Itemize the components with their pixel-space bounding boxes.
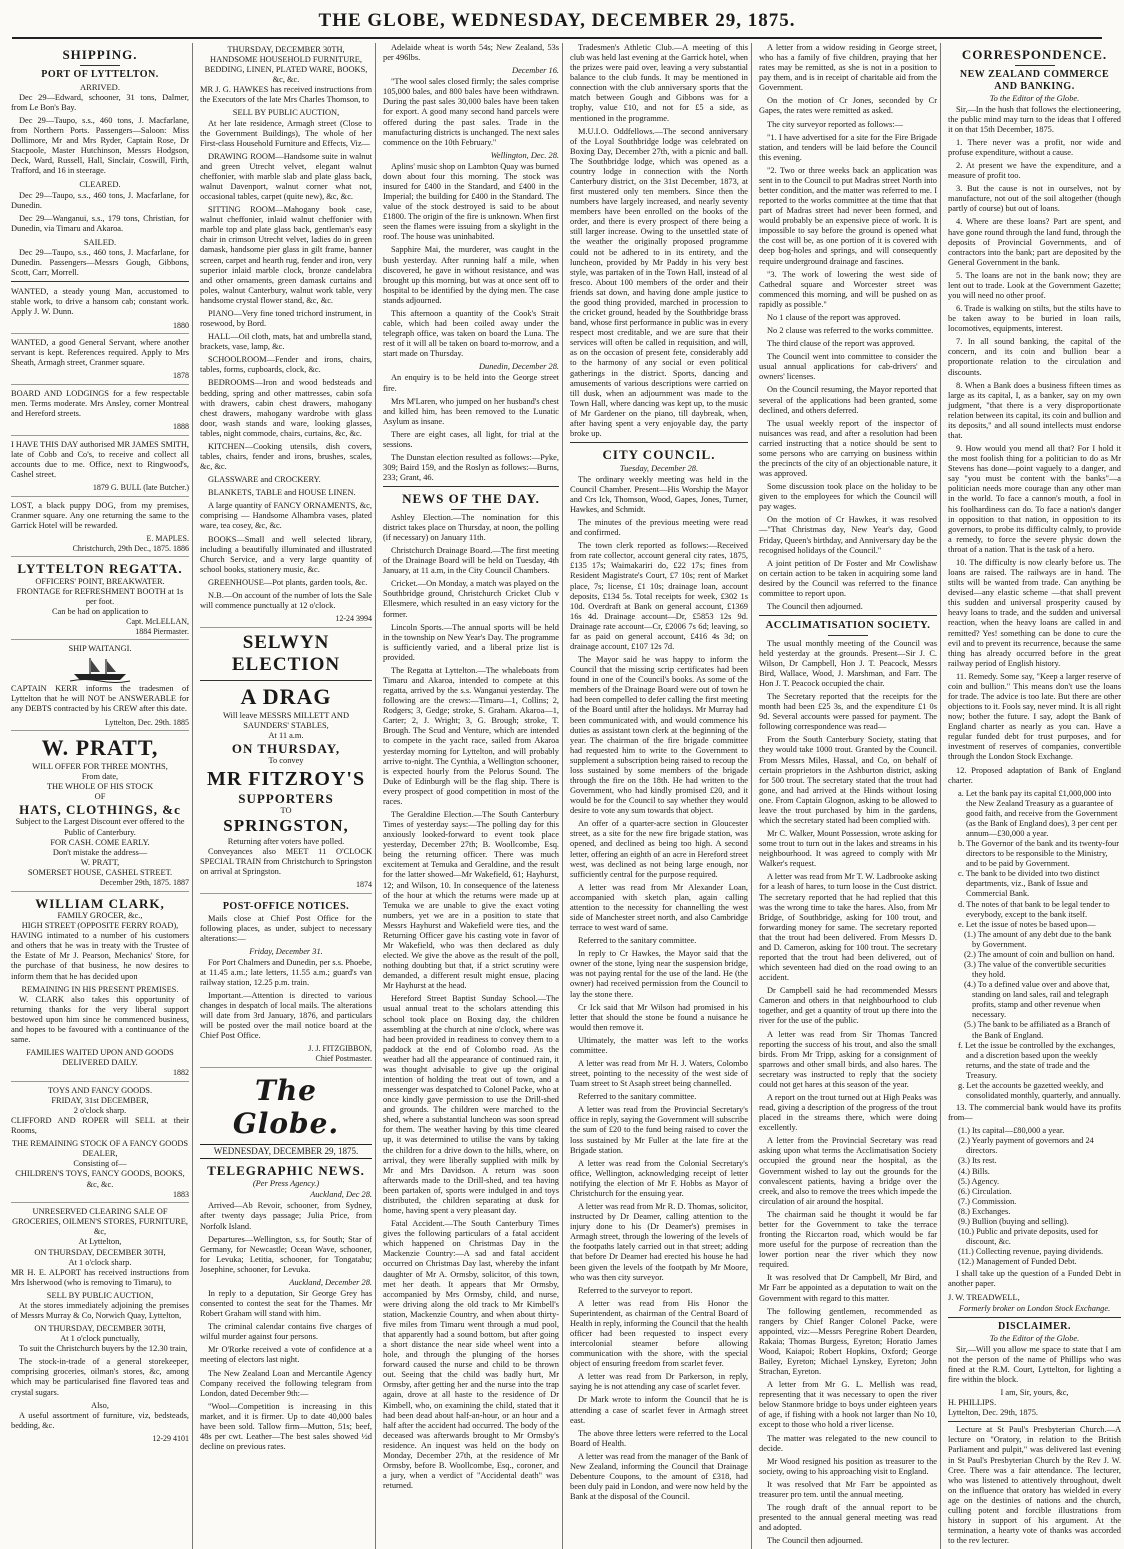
- correspondence-heading: CORRESPONDENCE.: [961, 47, 1108, 62]
- ad-regatta: LYTTELTON REGATTA. OFFICERS' POINT, BREAKWATER. FRONTAGE for REFRESHMENT BOOTH at 1s per foot. Can be had on application to Capt. McLELLAN, 1884 Piermaster.: [11, 559, 189, 640]
- profits-list: (1.) Its capital—£80,000 a year. (2.) Yearly payment of governors and 24 directors. (3.) Its rest. (4.) Bills. (5.) Agency. (6.) Circulation. (7.) Commission. (8.) Exchanges. (9.) Bullion (buying and selling). (10.) Public and private deposits, used for discount, &c. (11.) Collecting revenue, paying dividends. (12.) Management of Funded Debt.: [958, 1126, 1104, 1267]
- column-3: Adelaide wheat is worth 54s; New Zealand, 53s per 496lbs. December 16. "The wool sales closed firmly; the sales comprise 105,000 bales, and 800 bales have been withdrawn. During the past sales 30,000 bales have been taken for export. A good many second hand parcels were offered during the past sales. Trade in the manufacturing districts is unchanged. The next sales commence on the 10th February." Wellington, Dec. 28. Aplins' music shop on Lambton Quay was burned down about four this morning. The stock was insured for £400 in the Standard, and £400 in the Imperial; the building for £400 in the Standard. The value of the stock destroyed is said to be about £1800. The origin of the fire is unknown. When first seen the flames were issuing from a skylight in the roof. The house was uninhabited. Sapphire Mai, the murderer, was caught in the bush yesterday. After running half a mile, when discovered, he gave in without resistance, and was brought up this morning, but was at once sent off to hospital to be identified by the dying men. The case stands adjourned. This afternoon a quantity of the Cook's Strait cable, which had been coiled away under the telegraph office, was taken on board the Luna. The rest of it will all be taken on board to-morrow, and a start made on Thursday. Dunedin, December 28. An enquiry is to be held into the George street fire. Mrs M'Laren, who jumped on her husband's chest and killed him, has been removed to the Lunatic Asylum as insane. There are eight cases, all light, for trial at the sessions. The Dunstan election resulted as follows:—Pyke, 309; Baird 159, and the Roslyn as follows:—Burns, 233; Grant, 46. NEWS OF THE DAY. Ashley Election.—The nomination for this district takes place on Thursday, at noon, the polling (if necessary) on January 11th. Christchurch Drainage Board.—The first meeting of the Drainage Board will be held on Tuesday, 4th January, at 11 a.m, in the City Council Chambers. Cricket.—On Monday, a match was played on the Southbridge ground, Christchurch Cricket Club v Ellesmere, which resulted in an easy victory for the former. Lincoln Sports.—The annual sports will be held in the township on New Year's Day. The programme is sufficiently varied, and a liberal prize list is provided. The Regatta at Lyttelton.—The whaleboats from Timaru and Akaroa, intended to compete at this regatta, arrived by the s.s. Wanganui yesterday. The following are the crews:—Timaru—1, Collins; 2, Rodgers; 3, Gedge; stroke, S. Graham. Akaroa—1, Carter; 2, J. Wright; 3, G. Brough; stroke, T. Brough. The Scud and Venture, which are intended to compete in the yacht race, sailed from Akaroa yesterday morning for Lyttelton, and will probably arrive to-night. The Cynthia, a Wellington schooner, is expected hourly from the Pelorus Sound. The Duke of Edinburgh will be the flag ship. There is every prospect of good competition in most of the races. The Geraldine Election.—The South Canterbury Times of yesterday says:—The polling day for this anxiously looked-forward to event took place yesterday, December 27th; B. Woollcombe, Esq. being the returning officer. There was much excitement at Temuka and Geraldine, and the result for the latter showed—Mr Wakefield, 61; Hayhurst, 12; and Wilson, 10. In consequence of the lateness of the hour at which the returns were made up at Temuka we are unable to give the exact voting numbers, yet we are in a position to state that Messrs Hayhurst and Wakefield were ties, and the Returning Officer gave his casting vote in favor of Mr Wakefield, who was then declared as duly elected. We give the above as the result of the poll, nothing doubting but that, if a strict scrutiny were demanded, a different result might ensue, placing Mr Hayhurst at the head. Hereford Street Baptist Sunday School.—The usual annual treat to the scholars attending this school took place on Boxing day, the children assembling at the church at nine o'clock, where was had been provided in readiness to convey them to a paddock at the end of Colombo road. As the weather had all the appearance of continued rain, it was thought advisable to give up the original intention of holding the treat out of town, and a messenger was despatched to Colonel Packe, who at once kindly gave permission to use the Drill-shed and grounds. The children were marched to the shed, where a substantial luncheon was soon spread for them. The weather having by this time cleared up, it was determined to utilise the vans by taking the children for a drive down to the hills, where, on arrival, they were liberally supplied with milk by Mr and Mrs Davidson. A return was soon afterwards made to the Drill-shed, and tea having been partaken of, sports were indulged in and toys distributed, the children separating at dusk for home, having spent a very pleasant day. Fatal Accident.—The South Canterbury Times gives the following particulars of a fatal accident which happened on Christmas Day in the Mackenzie Country:—A sad and fatal accident occurred on Christmas Day last, whereby the infant daughter of Mr A. Ormsby, solicitor, of this town, met her death. It appears that Mr Ormsby, accompanied by Mrs Ormsby, child, and nurse, were driving along the old track to Mr Kimbell's station, Mackenzie Country, and when about thirty-five miles from Timaru went through a mud pool, that apparently had a sound bottom, but after going a short distance the near side wheel went into a hole, and through the plunging of the horses forward caused the nurse and child to be thrown out. Seeing that the child was badly hurt, Mr Ormsby, after getting her and the nurse into the trap again, drove at all haste to the residence of Dr Kimbell, who, on examining the child, stated that it had been dead about half-an-hour, or an hour and a half after the accident had occurred. The body of the deceased was afterwards brought to Mr Ormsby's residence. An inquest was held on the body on Monday, December 27th, at the residence of Mr Ormsby, before B. Woollcombe, Esq., coroner, and a jury, when a verdict of "Accidental death" was returned.: [380, 43, 563, 1549]
- port-heading: PORT OF LYTTELTON.: [41, 68, 159, 80]
- ad-toys: TOYS AND FANCY GOODS. FRIDAY, 31st DECEMBER, 2 o'clock sharp. CLIFFORD AND ROPER will SELL at their Rooms, THE REMAINING STOCK OF A FANCY GOODS DEALER, Consisting of— CHILDREN'S TOYS, FANCY GOODS, BOOKS, &c, &c. 1883: [11, 1084, 189, 1203]
- ship-icon: [70, 656, 130, 682]
- column-4: Tradesmen's Athletic Club.—A meeting of this club was held last evening at the Garrick hotel, when the prizes were paid over, leaving a very substantial balance to the club funds. It may be mentioned in connection with the club anniversary sports that the match between Gough and Gibbons was for a trophy, value £10, and not for £5 a side, as mentioned in the programme. M.U.I.O. Oddfellows.—The second anniversary of the Loyal Southbridge lodge was celebrated on Boxing Day, December 27th, with a picnic and ball. The Southbridge lodge, which was opened as a country lodge in connection with the North Canterbury district, on the 31st December, 1873, at first mustered only ten members. Since then the numbers have largely increased, and nearly seventy members have been enrolled on the books of the order, and there is every prospect of there being a still larger increase. Owing to the unsettled state of the weather the originally proposed programme could not be adhered to in its entirety, and the luncheon, provided by Mr Paddy in his very best style, was partaken of in the Town Hall, instead of al fresco. About 100 members of the order and their friends sat down, and having done ample justice to the good thing provided, marched in procession to the cricket ground, headed by the Southbridge brass band, whose first performance in public was in every respect most creditable, and we are sure that their services will often be called in requisition, and will, as on the occasion of present fete, considerably add to the harmony of any social or even political gatherings in the district. Sports, dancing and amusements of various descriptions were carried on till dusk, when an adjournment was made to the Town Hall, where dancing was kept up, to the music of Mr Gardener on the piano, till daybreak, when, after having spent a very enjoyable day, the party broke up. CITY COUNCIL. Tuesday, December 28. The ordinary weekly meeting was held in the Council Chamber. Present—His Worship the Mayor and Crs Ick, Thomson, Wood, Gapes, Jones, Turner, Hawkes, and Schmidt. The minutes of the previous meeting were read and confirmed. The town clerk reported as follows:—Received from rate collector, account general city rates, 1875, £135 17s; Waimakariri do, £22 17s; fines from Resident Magistrate's Court, £7 10s; rent of Market place, 7s; license, £1 10s; drainage loan, account deposits, £134 5s. Total receipts for week, £302 1s 10d. Overdraft at Bank on general account, £1369 16s 4d. Drainage account—Dr, £5853 12s 9d. Drainage rate account—Cr, £2006 7s 6d; leaving, so far as paid on general account, £416 4s 3d; on drainage account, £107 12s 7d. The Mayor said he was happy to inform the Council that the missing scrip certificates had been found in one of the Council's books. As some of the members of the Drainage Board were out of town he had been compelled to defer calling the first meeting of the Board until after the holidays. Mr Murray had been communicated with, and would commence his duties as assistant town clerk at the beginning of the year. The chairman of the fire brigade committee had requested him to write to the Government to supplement a subscription being raised to recoup the loss sustained by some members of the brigade through the fire on the 18th. He had written to the Government, who had kindly promised £20, and it would be for the Council to say whether they would desire to vote any sum towards that object. An offer of a quarter-acre section in Gloucester street, as a site for the new fire brigade station, was opened, and declined as being too high. A second letter, offering an eighth of an acre in Hereford street west, was declined as not being large enough, nor sufficiently central for the purpose required. A letter was read from Mr Alexander Loan, accompanied with sketch plan, again calling attention to the necessity for channelling the west side of Manchester street north, and also Cambridge terrace to west ward of same. Referred to the sanitary committee. In reply to Cr Hawkes, the Mayor said that the owner of the stone, lying near the suspension bridge, was not paying rental for the use of the land. He (the owner) had received permission from the Council to lay the stone there. Cr Ick said that Mr Wilson had promised in his letter that should the stone be found a nuisance he would then remove it. Ultimately, the matter was left to the works committee. A letter was read from Mr H. J. Waters, Colombo street, pointing to the necessity of the west side of Tuam street to St Asaph street being channelled. Referred to the sanitary committee. A letter was read from the Provincial Secretary's office in reply, saying the Government will subscribe the sum of £20 to the fund being raised to cover the loss sustained by Mr Fuller at the late fire at the Brigade station. A letter was read from the Colonial Secretary's office, Wellington, acknowledging receipt of letter notifying the election of Mr F. Hobbs as Mayor of Christchurch for the ensuing year. A letter was read from Mr R. D. Thomas, solicitor, instructed by Dr Deamer, calling attention to the injury done to his (Dr Deamer's) premises in Armagh street, through the lowering of the levels of the footpaths lately carried out in that street; adding that before Dr Deamer had erected his house he had been given the levels of the footpath by Mr Moore, who was then city surveyor. Referred to the surveyor to report. A letter was read from His Honor the Superintendent, as chairman of the Central Board of Health in reply, informing the Council that the health officer had been requested to inspect every intercolonial steamer before allowing communication with the shore, with the special object of ensuring freedom from scarlet fever. A letter was read from Dr Parkerson, in reply, saying he is not attending any case of scarlet fever. Dr Mark wrote to inform the Council that he is attending a case of scarlet fever in Armagh street east. The above three letters were referred to the Local Board of Health. A letter was read from the manager of the Bank of New Zealand, informing the Council that Drainage Debenture Coupons, to the amount of £318, had been duly paid in London, and were now held by the Bank at the disposal of the Council.: [567, 43, 752, 1549]
- column-5: A letter from a widow residing in George street, who has a family of five children, praying that her rates may be remitted, as she is not in a position to pay them, and is in receipt of charitable aid from the Government. On the motion of Cr Jones, seconded by Cr Gapes, the rates were remitted as asked. The city surveyor reported as follows:— "1. I have advertised for a site for the Fire Brigade station, and tenders will be laid before the Council this evening. "2. Two or three weeks back an application was sent in to the Council to put Madras street North into better condition, and the matter was referred to me. I reported to the works committee at the time that that part of Madras street had never been formed, and would probably be an expensive piece of work. It is impossible to say before the ground is opened what the cost will be, as one portion of it is covered with deep bog-holes and springs, and will consequently require underground drainage and fascines. "3. The work of lowering the west side of Cathedral square and Worcester street was commenced this morning, and will be pushed on as rapidly as possible." No 1 clause of the report was approved. No 2 clause was referred to the works committee. The third clause of the report was approved. The Council went into committee to consider the usual annual applications for cab-drivers' and owners' licenses. On the Council resuming, the Mayor reported that several of the applications had been granted, some declined, and others deferred. The usual weekly report of the inspector of nuisances was read, and after a resolution had been carried instructing that a notice should be sent to some persons who are carrying on business within the precincts of the city of an objectionable nature, it was approved. Some discussion took place on the holiday to be given to the employees for which the Council will pay wages. On the motion of Cr Hawkes, it was resolved—"That Christmas day, New Year's day, Good Friday, Queen's birthday, and Anniversary day be the recognised holidays of the Council." A joint petition of Dr Foster and Mr Cowlishaw on certain action to be taken in acquiring some land desired by the Council was referred to the finance committee to report upon. The Council then adjourned. ACCLIMATISATION SOCIETY. The usual monthly meeting of the Council was held yesterday at the grounds. Present—Sir J. C. Wilson, Dr Campbell, Hon J. T. Peacock, Messrs Bird, Wallace, Wood, J. Marshman, and Farr. The Hon J. T. Peacock occupied the chair. The Secretary reported that the receipts for the month had been £25 3s, and the expenditure £1 0s 9d. Several accounts were passed for payment. The following correspondence was read— From the South Canterbury Society, stating that they would take 1000 trout. Granted by the Council. From Messrs Miles, Hassal, and Co, on behalf of certain proprietors in the Ashburton district, asking for 500 trout. The secretary stated that the trout had gone, and had arrived at the Hinds without losing one. From Captain Glognon, asking to be allowed to leave the trout purchased by him in the gardens, which the secretary stated had been complied with. Mr C. Walker, Mount Possession, wrote asking for some trout to turn out in the lakes and streams in his neighbourhood. It was agreed to comply with Mr Walker's request. A letter was read from Mr T. W. Ladbrooke asking for a leash of hares, to turn loose in the Cust district. The secretary reported that he had replied that this was the wrong time to take the hares. Also, from Mr Bridge, of Southbridge, asking for 100 trout, and forwarding money for same. The secretary reported that the trout had been delivered. From Messrs D. and D. Cameron, asking for 100 trout. The secretary reported that the trout had been delivered, out of which seventeen had died on the road owing to an accident. Dr Campbell said he had recommended Messrs Cameron and others in that neighbourhood to club together, and get a quantity of trout up there into the river for the use of the public. A letter was read from Sir Thomas Tancred reporting the success of his trout, and also the small birds. From Mr Tripp, asking for a consignment of sparrows and other small birds, and also hares. The secretary was instructed to reply that the society could not get hares at this season of the year. A report on the trout turned out at High Peaks was read, giving a description of the progress of the trout placed in the streams there, which were doing excellently. A letter from the Provincial Secretary was read asking upon what terms the Acclimatisation Society occupied the ground near the hospital, as the Government wished to lay out the grounds for the convalescent patients, having a bridge over the creek, and also to remove the trees which impede the circulation of air around the hospital. The chairman said he thought it would be far better for the Government to take the terrace fronting the Riccarton road, which would be far more useful for the purpose of recreation than the lower portion near the river which they now required. It was resolved that Dr Campbell, Mr Bird, and Mr Farr be appointed as a deputation to wait on the Government with regard to this matter. The following gentlemen, recommended as rangers by Chief Ranger Colonel Packe, were appointed, viz:—Messrs Peregrine Robert Dearden, Rakaia; Thomas Burgess, Eyreton; Horatio James Wood, Kaiapoi; Robert Hopkins, Oxford; George Bailey, Eyreton; Michael Lynskey, Eyreton; John Strachan, Eyreton. A letter from Mr G. L. Mellish was read, representing that it was necessary to open the river below Stanmore bridge to boys under eighteen years of age, if fishing with a hook not larger than No 10, except to those who hold a river license. The matter was relegated to the new council to decide. Mr Wood resigned his position as treasurer to the society, owing to his approaching visit to England. It was resolved that Mr Farr be appointed as treasurer pro tem. until the annual meeting. The rough draft of the annual report to be presented to the annual general meeting was read and adopted. The Council then adjourned.: [756, 43, 941, 1549]
- ad-wanted-man: WANTED, a steady young Man, accustomed to stable work, to drive a hansom cab; constant work. Apply J. W. Dunn. 1880: [11, 285, 189, 334]
- arrival-entry: Dec 29—Taupo, s.s., 460 tons, J. Macfarlane, from Northern Ports. Passengers—Saloon: Miss Dollimore, Mr and Mrs Ryder, Captain Rose, Dr Stacpoole, Master Hutchinson, Messrs Hodgson, Deck, Ward, Russell, Hall, Sinclair, Coswill, Firth, Trafford, and 16 in steerage.: [11, 115, 189, 176]
- acclimatisation-heading: ACCLIMATISATION SOCIETY.: [765, 620, 931, 632]
- ad-ship-waitangi: SHIP WAITANGI. CAPTAIN KERR informs the tradesmen of Lyttelton that he will NOT be ANSWERABLE for any DEBTS contracted by his CREW after this date. Lyttelton, Dec. 29th. 1885: [11, 642, 189, 731]
- disclaimer-heading: DISCLAIMER.: [997, 1320, 1071, 1332]
- cleared-entry: Dec 29—Wanganui, s.s., 179 tons, Christian, for Dunedin, via Timaru and Akaroa.: [11, 213, 189, 233]
- ad-selwyn-election: SELWYN ELECTION A DRAG Will leave MESSRS MILLETT AND SAUNDERS' STABLES, At 11 a.m. ON THURSDAY, To convey MR FITZROY'S SUPPORTERS TO SPRINGSTON, Returning after voters have polled. Conveyances also MEET 11 O'CLOCK SPECIAL TRAIN from Christchurch to Springston on arrival at Springston. 1874: [200, 630, 372, 894]
- ad-wanted-servant: WANTED, a good General Servant, where another servant is kept. References required. Apply to Mrs Sheath, Armagh street, Cranmer square. 1878: [11, 336, 189, 385]
- city-council-heading: CITY COUNCIL.: [602, 447, 716, 463]
- post-office-notices: POST-OFFICE NOTICES. Mails close at Chief Post Office for the following places, as under, subject to necessary alterations:— Friday, December 31. For Port Chalmers and Dunedin, per s.s. Phoebe, at 11.45 a.m.; late letters, 11.55 a.m.; guard's van railway station, 12.25 p.m. train. Important.—Attention is directed to various changes in despatch of local mails. The alterations will date from 3rd January, 1876, and particulars will be posted over the mail notice board at the Chief Post Office. J. J. FITZGIBBON, Chief Postmaster.: [200, 896, 372, 1068]
- arrival-entry: Dec 29—Edward, schooner, 31 tons, Dalmer, from Le Bon's Bay.: [11, 92, 189, 112]
- ad-board-lodgings: BOARD AND LODGINGS for a few respectable men. Terms moderate. Mrs Ansley, corner Montreal and Hereford streets. 1888: [11, 387, 189, 436]
- news-of-the-day-heading: NEWS OF THE DAY.: [402, 491, 540, 507]
- column-6: CORRESPONDENCE. NEW ZEALAND COMMERCE AND BANKING. To the Editor of the Globe. Sir,—In the hush that follows the electioneering, the public mind may turn to the ideas that I offered it on that 15th December, 1875. 1. There never was a profit, nor wide and profuse expenditure, without a cause. 2. At present we have the expenditure, and a measure of profit too. 3. But the cause is not in ourselves, not by manufacture, not out of the soil altogether (though partly of course) but out of loans. 4. Where are these loans? Part are spent, and have gone round through the land fund, through the deposits of Provincial Governments, and of contractors into the bank; part are deposited by the General Government in the bank. 5. The loans are not in the bank now; they are lent out to trade. Look at the Government Gazette; you will need no other proof. 6. Trade is walking on stilts, but the stilts have to be taken away to be buried in loan rails, locomotives, equipments, interest. 7. In all sound banking, the capital of the concern, and its coin and bullion bear a proportionate relation to the circulation and discounts. 8. When a Bank does a business fifteen times as large as its capital, I, as a banker, say on my own judgment, "that there is a very disproportionate relation between its capital, its coin and bullion and its deposits," and all sound intellects must endorse that. 9. How would you mend all that? For I hold it the most foolish thing for a politician to do as Mr Stevens has done—point vaguely to a danger, and say "you must be content with the banks"—a politician needs more courage than any other man in the world. To face a cannon's mouth, a fool in his foolhardiness can do. To face a nation's danger in opposition to that nation, in opposition to its governors, to probe its difficulty calmly, to provide a remedy, to force the severe physic down the throat of a nation. That is the task of a hero. 10. The difficulty is now clearly before us. The loans are raised. The railways are in hand. The stilts will be wanted from trade. Can anything be devised—any elastic scheme —that shall prevent this sudden and universal prosperity caused by heavy loans to trade, and the sudden and universal reaction, when the heavy loans are called in and remitted? Yes! something can be done to cure the evil and to prevent its recurrence, because the same thing has already occurred before in the great railway period of English history. 11. Remedy. Some say, "Keep a larger reserve of coin and bullion." This means don't use the loans for trade. The advice is too late. But there are other objections to it. Fools say, never mind. It is all right now; bother the future. I say, adopt the Bank of England charter as nearly as you can. Have a regular funded debt for trust purposes, and for investment of reserves of companies, convertible through the London Stock Exchange. 12. Proposed adaptation of Bank of England charter. a. Let the bank pay its capital £1,000,000 into the New Zealand Treasury as a guarantee of good faith, and receive from the Government (as the Bank of England does), 3 per cent per annum—£30,000 a year. b. The Governor of the bank and its twenty-four directors to be responsible to the Ministry, and to be paid by Government. c. The bank to be divided into two distinct departments, viz., Bank of Issue and Commercial Bank. d. The notes of that bank to be legal tender to everybody, except to the bank itself. e. Let the issue of notes be based upon— (1.) The amount of any debt due to the bank by Government. (2.) The amount of coin and bullion on hand. (3.) The value of the convertible securities they hold. (4.) To a defined value over and above that, standing on land sales, rail and telegraph profits, stamp and other revenue when necessary. (5.) The bank to be affiliated as a Branch of the Bank of England. f. Let the issue be controlled by the exchanges, and a discretion based upon the weekly returns, and the state of trade and the Treasury. g. Let the accounts be gazetted weekly, and consolidated monthly, quarterly, and annually. 13. The commercial bank would have its profits from— (1.) Its capital—£80,000 a year. (2.) Yearly payment of governors and 24 directors. (3.) Its rest. (4.) Bills. (5.) Agency. (6.) Circulation. (7.) Commission. (8.) Exchanges. (9.) Bullion (buying and selling). (10.) Public and private deposits, used for discount, &c. (11.) Collecting revenue, paying dividends. (12.) Management of Funded Debt. I shall take up the question of a Funded Debt in another paper. J. W. TREADWELL, Formerly broker on London Stock Exchange. DISCLAIMER. To the Editor of the Globe. Sir,—Will you allow me space to state that I am not the person of the name of Phillips who was fined at the R.M. Court, Lyttelton, for lighting a fire within the block. I am, Sir, yours, &c, H. PHILLIPS. Lyttelton, Dec. 29th, 1875. Lecture at St Paul's Presbyterian Church.—A lecture on "Oratory, in relation to the British Parliament and pulpit," was delivered last evening in St Paul's Presbyterian Church by the Rev J. W. Cree. There was a fair attendance. The lecturer, who was listened to attentively throughout, dwelt on the influence that oratory has wielded in every age on the destinies of nations and the church, culling potent and forcible illustrations from history in support of his argument. At the termination, a hearty vote of thanks was accorded to the rev lecturer.: [948, 47, 1121, 1546]
- sailed-entry: Dec 29—Taupo, s.s., 460 tons, J. Macfarlane, for Dunedin. Passengers—Messrs Gough, Gibbons, Scott, Carr, Morrell.: [11, 248, 189, 278]
- ad-lost-puppy: LOST, a black puppy DOG, from my premises, Cranmer square. Any one returning the same to the Garrick Hotel will be rewarded. E. MAPLES. Christchurch, 29th Dec., 1875. 1886: [11, 499, 189, 557]
- ad-household-auction: THURSDAY, DECEMBER 30TH, HANDSOME HOUSEHOLD FURNITURE, BEDDING, LINEN, PLATED WARE, BOOKS, &c, &c. MR J. G. HAWKES has received instructions from the Executors of the late Mrs Charles Thomson, to SELL BY PUBLIC AUCTION, At her late residence, Armagh street (Close to the Government Buildings), The whole of her First-class Household Furniture and Effects, Viz— DRAWING ROOM—Handsome suite in walnut and green Utrecht velvet, elegant walnut cheffonier, with marble slab and plate glass back, walnut Davenport, walnut corner what not, occasional tables, carpet (quite new), &c, &c. SITTING ROOM—Mahogany book case, walnut cheffonier, inlaid walnut cheffonier with marble top and plate glass back, gentleman's easy chair in crimson Utrecht velvet, ladies do in green damask, handsome pier glass in gilt frame, banner screen, carpet and hearth rug, fender and iron, very superior inlaid marble clock, bronze candelabra and other ornaments, green damask curtains and poles, walnut Canterbury, walnut work table, very handsome crystal flower stand, &c, &c. PIANO—Very fine toned trichord instrument, in rosewood, by Bord. HALL—Oil cloth, mats, hat and umbrella stand, brackets, vase, lamp, &c. SCHOOLROOM—Fender and irons, chairs, tables, forms, cupboards, clock, &c. BEDROOMS—Iron and wood bedsteads and bedding, spring and other mattresses, cabin sofa with drawers, cabin chest drawers, mahogany chest drawers, mahogany wardrobe with glass door, wash stands and ware, looking glasses, tables, night commode, chairs, curtains, &c, &c. KITCHEN—Cooking utensils, dish covers, tables, chairs, fender and irons, brushes, scales, &c, &c. GLASSWARE and CROCKERY. BLANKETS, TABLE and HOUSE LINEN. A large quantity of FANCY ORNAMENTS, &c, comprising — Handsome Alhambra vases, plated ware, tea cosey, &c, &c. BOOKS—Small and well selected library, including a beautifully illuminated and illustrated Church Service, and a very large quantity of school books, stationery music, &c. GREENHOUSE—Pot plants, garden tools, &c. N.B.—On account of the number of lots the Sale will commence punctually at 12 o'clock. 12-24 3994: [200, 43, 372, 628]
- issue-date: WEDNESDAY, DECEMBER 29, 1875.: [200, 1144, 372, 1159]
- ad-grocery-sale: UNRESERVED CLEARING SALE OF GROCERIES, OILMEN'S STORES, FURNITURE, &c, At Lyttelton, ON THURSDAY, DECEMBER 30TH, At 1 o'clock sharp. MR H. E. ALPORT has received instructions from Mrs Isherwood (who is removing to Timaru), to SELL BY PUBLIC AUCTION, At the stores immediately adjoining the premises of Messrs Murray & Co, Norwich Quay, Lyttelton, ON THURSDAY, DECEMBER 30TH, At 1 o'clock punctually, To suit the Christchurch buyers by the 12.30 train, The stock-in-trade of a general storekeeper, comprising groceries, oilman's stores, &c, among which may be particularised fine flavored teas and crystal sugars. Also, A useful assortment of furniture, viz, bedsteads, bedding, &c. 12-29 4101: [11, 1207, 189, 1443]
- cleared-entry: Dec 29—Taupo, s.s., 460 tons, J. Macfarlane, for Dunedin.: [11, 190, 189, 210]
- ad-authorised: I HAVE THIS DAY authorised MR JAMES SMITH, late of Cobb and Co's, to receive and collect all accounts due to me. Office, next to Ringwood's, Cashel street. 1879 G. BULL (late Butcher.): [11, 438, 189, 497]
- sailed-label: SAILED.: [83, 236, 117, 247]
- ad-clark: WILLIAM CLARK, FAMILY GROCER, &c., HIGH STREET (OPPOSITE FERRY ROAD), HAVING intimated to a number of his customers and others that he was in treaty with the Trustee of the Estate of Mr J. Pearson, Mechanics' Store, for the purchase of that business, he now desires to inform them that he has decided upon REMAINING IN HIS PRESENT PREMISES. W. CLARK also takes this opportunity of returning thanks for the very liberal support bestowed upon him since he commenced business, and hopes to be favoured with a continuance of the same. FAMILIES WAITED UPON AND GOODS DELIVERED DAILY. 1882: [11, 894, 189, 1082]
- charter-list: a. Let the bank pay its capital £1,000,000 into the New Zealand Treasury as a guarantee of good faith, and receive from the Government (as the Bank of England does), 3 per cent per annum—£30,000 a year. b. The Governor of the bank and its twenty-four directors to be responsible to the Ministry, and to be paid by Government. c. The bank to be divided into two distinct departments, viz., Bank of Issue and Commercial Bank. d. The notes of that bank to be legal tender to everybody, except to the bank itself. e. Let the issue of notes be based upon— (1.) The amount of any debt due to the bank by Government. (2.) The amount of coin and bullion on hand. (3.) The value of the convertible securities they hold. (4.) To a defined value over and above that, standing on land sales, rail and telegraph profits, stamp and other revenue when necessary. (5.) The bank to be affiliated as a Branch of the Bank of England. f. Let the issue be controlled by the exchanges, and a discretion based upon the weekly returns, and the state of trade and the Treasury. g. Let the accounts be gazetted weekly, and consolidated monthly, quarterly, and annually.: [958, 788, 1121, 1101]
- column-2: THURSDAY, DECEMBER 30TH, HANDSOME HOUSEHOLD FURNITURE, BEDDING, LINEN, PLATED WARE, BOOKS, &c, &c. MR J. G. HAWKES has received instructions from the Executors of the late Mrs Charles Thomson, to SELL BY PUBLIC AUCTION, At her late residence, Armagh street (Close to the Government Buildings), The whole of her First-class Household Furniture and Effects, Viz— DRAWING ROOM—Handsome suite in walnut and green Utrecht velvet, elegant walnut cheffonier, with marble slab and plate glass back, walnut Davenport, walnut corner what not, occasional tables, carpet (quite new), &c, &c. SITTING ROOM—Mahogany book case, walnut cheffonier, inlaid walnut cheffonier with marble top and plate glass back, gentleman's easy chair in crimson Utrecht velvet, ladies do in green damask, handsome pier glass in gilt frame, banner screen, carpet and hearth rug, fender and iron, very superior inlaid marble clock, bronze candelabra and other ornaments, green damask curtains and poles, walnut Canterbury, walnut work table, very handsome crystal flower stand, &c, &c. PIANO—Very fine toned trichord instrument, in rosewood, by Bord. HALL—Oil cloth, mats, hat and umbrella stand, brackets, vase, lamp, &c. SCHOOLROOM—Fender and irons, chairs, tables, forms, cupboards, clock, &c. BEDROOMS—Iron and wood bedsteads and bedding, spring and other mattresses, cabin sofa with drawers, cabin chest drawers, mahogany chest drawers, mahogany wardrobe with glass door, wash stands and ware, looking glasses, tables, night commode, chairs, curtains, &c, &c. KITCHEN—Cooking utensils, dish covers, tables, chairs, fender and irons, brushes, scales, &c, &c. GLASSWARE and CROCKERY. BLANKETS, TABLE and HOUSE LINEN. A large quantity of FANCY ORNAMENTS, &c, comprising — Handsome Alhambra vases, plated ware, tea cosey, &c, &c. BOOKS—Small and well selected library, including a beautifully illuminated and illustrated Church Service, and a very large quantity of school books, stationery music, &c. GREENHOUSE—Pot plants, garden tools, &c. N.B.—On account of the number of lots the Sale will commence punctually at 12 o'clock. 12-24 3994 SELWYN ELECTION A DRAG Will leave MESSRS MILLETT AND SAUNDERS' STABLES, At 11 a.m. ON THURSDAY, To convey MR FITZROY'S SUPPORTERS TO SPRINGSTON, Returning after voters have polled. Conveyances also MEET 11 O'CLOCK SPECIAL TRAIN from Christchurch to Springston on arrival at Springston. 1874 POST-OFFICE NOTICES. Mails close at Chief Post Office for the following places, as under, subject to necessary alterations:— Friday, December 31. For Port Chalmers and Dunedin, per s.s. Phoebe, at 11.45 a.m.; late letters, 11.55 a.m.; guard's van railway station, 12.25 p.m. train. Important.—Attention is directed to various changes in despatch of local mails. The alterations will date from 3rd January, 1876, and particulars will be posted over the mail notice board at the Chief Post Office. J. J. FITZGIBBON, Chief Postmaster. The Globe. WEDNESDAY, DECEMBER 29, 1875. TELEGRAPHIC NEWS. (Per Press Agency.) Auckland, Dec 28. Arrived—Ab Revoir, schooner, from Sydney, after twenty days passage; Julia Price, from Norfolk Island. Departures—Wellington, s.s, for South; Star of Germany, for Newcastle; Ocean Wave, schooner, for Levuka; Letitia, schooner, for Tongatabu; Josephine, schooner, for Levuka. Auckland, December 28. In reply to a deputation, Sir George Grey has consented to contest the seat for the Thames. Mr Robert Graham will stand with him. The criminal calendar contains five charges of wilful murder against four persons. Mr O'Rorke received a vote of confidence at a meeting of electors last night. The New Zealand Loan and Mercantile Agency Company received the following telegram from London, dated December 9th:— "Wool—Competition is increasing in this market, and it is firmer. Up to date 40,000 bales have been sold. Tallow firm—Mutton, 51s; beef, 48s per cwt. Leather—The best sales showed ½d decline on previous rates.: [197, 43, 376, 1549]
- columns: [8, 43, 1121, 1546]
- arrived-label: ARRIVED.: [80, 81, 120, 92]
- telegraphic-heading: TELEGRAPHIC NEWS.: [207, 1162, 365, 1178]
- ad-pratt: W. PRATT, WILL OFFER FOR THREE MONTHS, From date, THE WHOLE OF HIS STOCK OF HATS, CLOTHINGS, &c Subject to the Largest Discount ever offered to the Public of Canterbury. FOR CASH. COME EARLY. Don't mistake the address— W. PRATT, SOMERSET HOUSE, CASHEL STREET. December 29th, 1875. 1887: [11, 733, 189, 891]
- masthead: THE GLOBE, WEDNESDAY, DECEMBER 29, 1875.: [12, 6, 1102, 39]
- globe-nameplate: The Globe.: [232, 1073, 340, 1141]
- cleared-label: CLEARED.: [79, 179, 121, 190]
- shipping-heading: SHIPPING.: [62, 47, 138, 62]
- column-1: [8, 43, 193, 1549]
